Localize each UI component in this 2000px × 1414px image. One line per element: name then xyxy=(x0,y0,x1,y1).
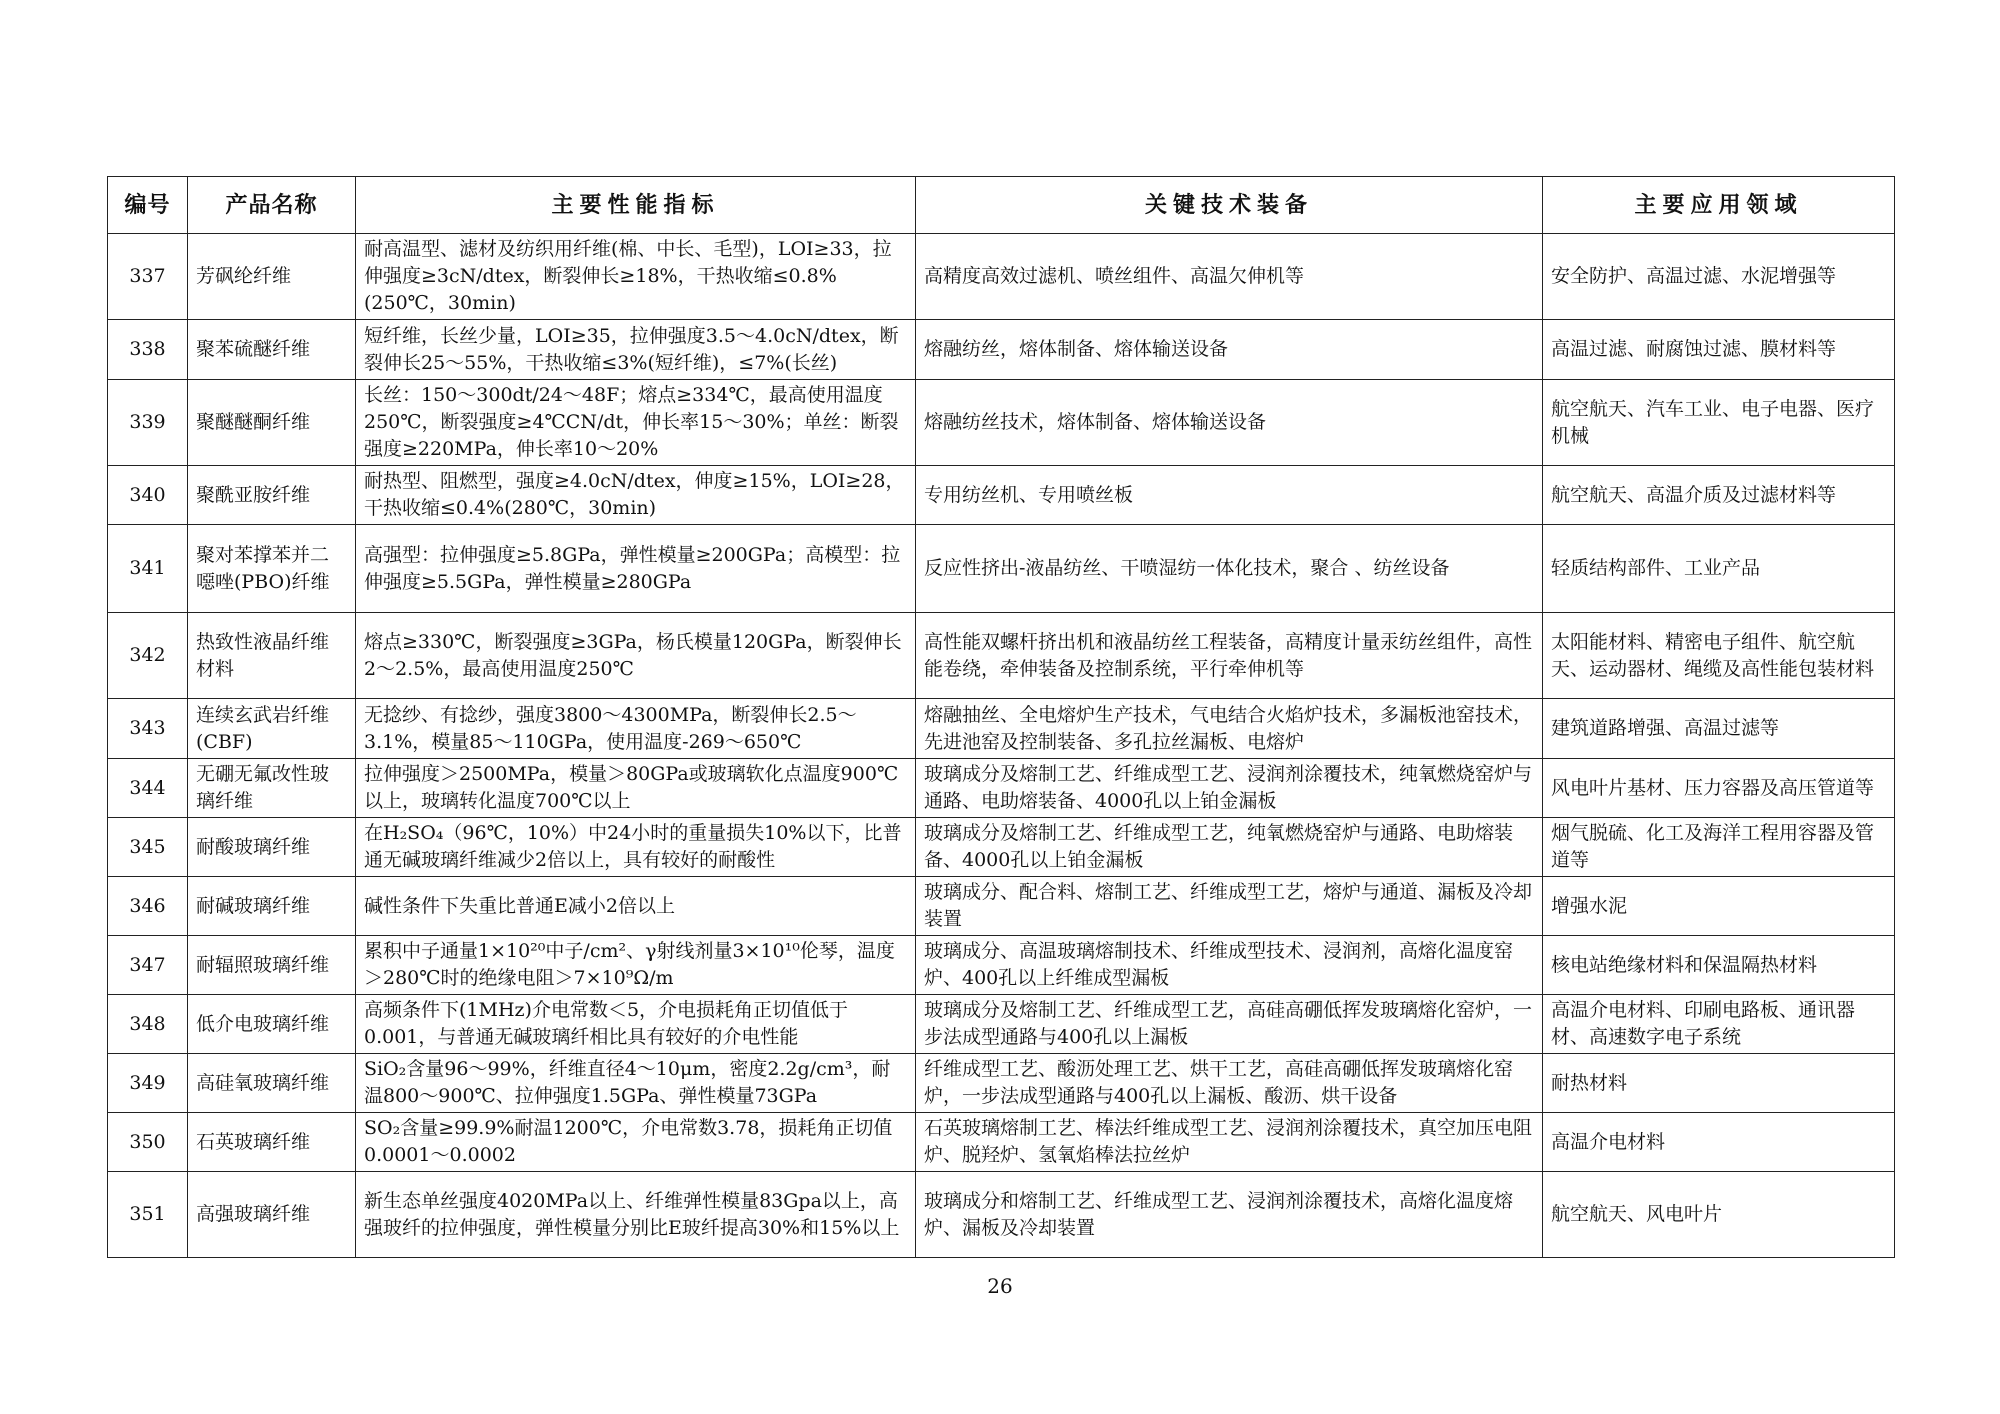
application-field: 高温介电材料 xyxy=(1543,1113,1895,1172)
performance-spec: 高强型：拉伸强度≥5.8GPa，弹性模量≥200GPa；高模型：拉伸强度≥5.5GPa，弹性模量≥280GPa xyxy=(356,525,916,613)
table-row xyxy=(108,936,1895,995)
table-row xyxy=(108,995,1895,1054)
performance-spec: 熔点≥330℃，断裂强度≥3GPa，杨氏模量120GPa，断裂伸长2～2.5%，最高使用温度250℃ xyxy=(356,613,916,699)
performance-spec: SO₂含量≥99.9%耐温1200℃，介电常数3.78，损耗角正切值0.0001～0.0002 xyxy=(356,1113,916,1172)
application-field: 轻质结构部件、工业产品 xyxy=(1543,525,1895,613)
product-name: 聚苯硫醚纤维 xyxy=(188,320,356,380)
page-number: 26 xyxy=(987,1274,1013,1298)
product-name: 无硼无氟改性玻璃纤维 xyxy=(188,759,356,818)
key-equipment: 玻璃成分及熔制工艺、纤维成型工艺，高硅高硼低挥发玻璃熔化窑炉，一步法成型通路与400孔以上漏板 xyxy=(916,995,1543,1054)
table-row xyxy=(108,1172,1895,1258)
performance-spec: SiO₂含量96～99%，纤维直径4～10μm，密度2.2g/cm³，耐温800～900℃、拉伸强度1.5GPa、弹性模量73GPa xyxy=(356,1054,916,1113)
row-number: 337 xyxy=(108,234,188,320)
performance-spec: 碱性条件下失重比普通E减小2倍以上 xyxy=(356,877,916,936)
header-application: 主要应用领域 xyxy=(1543,177,1895,234)
product-name: 连续玄武岩纤维(CBF) xyxy=(188,699,356,759)
product-name: 高硅氧玻璃纤维 xyxy=(188,1054,356,1113)
application-field: 核电站绝缘材料和保温隔热材料 xyxy=(1543,936,1895,995)
application-field: 航空航天、汽车工业、电子电器、医疗机械 xyxy=(1543,380,1895,466)
product-name: 高强玻璃纤维 xyxy=(188,1172,356,1258)
key-equipment: 熔融纺丝，熔体制备、熔体输送设备 xyxy=(916,320,1543,380)
performance-spec: 耐热型、阻燃型，强度≥4.0cN/dtex，伸度≥15%，LOI≥28，干热收缩≤0.4%(280℃，30min) xyxy=(356,466,916,525)
table-row xyxy=(108,320,1895,380)
performance-spec: 在H₂SO₄（96℃，10%）中24小时的重量损失10%以下，比普通无碱玻璃纤维减少2倍以上，具有较好的耐酸性 xyxy=(356,818,916,877)
row-number: 347 xyxy=(108,936,188,995)
table-row xyxy=(108,234,1895,320)
application-field: 安全防护、高温过滤、水泥增强等 xyxy=(1543,234,1895,320)
row-number: 350 xyxy=(108,1113,188,1172)
application-field: 风电叶片基材、压力容器及高压管道等 xyxy=(1543,759,1895,818)
key-equipment: 玻璃成分、高温玻璃熔制技术、纤维成型技术、浸润剂，高熔化温度窑炉、400孔以上纤维成型漏板 xyxy=(916,936,1543,995)
table-row xyxy=(108,466,1895,525)
row-number: 342 xyxy=(108,613,188,699)
application-field: 高温过滤、耐腐蚀过滤、膜材料等 xyxy=(1543,320,1895,380)
application-field: 建筑道路增强、高温过滤等 xyxy=(1543,699,1895,759)
row-number: 345 xyxy=(108,818,188,877)
product-name: 耐碱玻璃纤维 xyxy=(188,877,356,936)
key-equipment: 玻璃成分及熔制工艺、纤维成型工艺、浸润剂涂覆技术，纯氧燃烧窑炉与通路、电助熔装备、4000孔以上铂金漏板 xyxy=(916,759,1543,818)
table-row xyxy=(108,877,1895,936)
performance-spec: 耐高温型、滤材及纺织用纤维(棉、中长、毛型)，LOI≥33，拉伸强度≥3cN/dtex，断裂伸长≥18%，干热收缩≤0.8%(250℃，30min) xyxy=(356,234,916,320)
row-number: 343 xyxy=(108,699,188,759)
table-row xyxy=(108,1113,1895,1172)
row-number: 351 xyxy=(108,1172,188,1258)
table-row xyxy=(108,380,1895,466)
application-field: 烟气脱硫、化工及海洋工程用容器及管道等 xyxy=(1543,818,1895,877)
row-number: 346 xyxy=(108,877,188,936)
key-equipment: 熔融抽丝、全电熔炉生产技术，气电结合火焰炉技术，多漏板池窑技术，先进池窑及控制装备、多孔拉丝漏板、电熔炉 xyxy=(916,699,1543,759)
application-field: 航空航天、风电叶片 xyxy=(1543,1172,1895,1258)
application-field: 增强水泥 xyxy=(1543,877,1895,936)
header-equipment: 关键技术装备 xyxy=(916,177,1543,234)
product-spec-table xyxy=(107,176,1895,1258)
performance-spec: 累积中子通量1×10²⁰中子/cm²、γ射线剂量3×10¹⁰伦琴，温度＞280℃时的绝缘电阻＞7×10⁹Ω/m xyxy=(356,936,916,995)
product-name: 聚醚醚酮纤维 xyxy=(188,380,356,466)
application-field: 太阳能材料、精密电子组件、航空航天、运动器材、绳缆及高性能包装材料 xyxy=(1543,613,1895,699)
row-number: 348 xyxy=(108,995,188,1054)
row-number: 340 xyxy=(108,466,188,525)
table-row xyxy=(108,759,1895,818)
performance-spec: 新生态单丝强度4020MPa以上、纤维弹性模量83Gpa以上，高强玻纤的拉伸强度，弹性模量分别比E玻纤提高30%和15%以上 xyxy=(356,1172,916,1258)
key-equipment: 石英玻璃熔制工艺、棒法纤维成型工艺、浸润剂涂覆技术，真空加压电阻炉、脱羟炉、氢氧焰棒法拉丝炉 xyxy=(916,1113,1543,1172)
application-field: 耐热材料 xyxy=(1543,1054,1895,1113)
key-equipment: 玻璃成分、配合料、熔制工艺、纤维成型工艺，熔炉与通道、漏板及冷却装置 xyxy=(916,877,1543,936)
product-name: 低介电玻璃纤维 xyxy=(188,995,356,1054)
table-row xyxy=(108,818,1895,877)
product-name: 聚对苯撑苯并二噁唑(PBO)纤维 xyxy=(188,525,356,613)
key-equipment: 纤维成型工艺、酸沥处理工艺、烘干工艺，高硅高硼低挥发玻璃熔化窑炉，一步法成型通路与400孔以上漏板、酸沥、烘干设备 xyxy=(916,1054,1543,1113)
row-number: 344 xyxy=(108,759,188,818)
table-row xyxy=(108,1054,1895,1113)
application-field: 航空航天、高温介质及过滤材料等 xyxy=(1543,466,1895,525)
product-name: 聚酰亚胺纤维 xyxy=(188,466,356,525)
row-number: 339 xyxy=(108,380,188,466)
row-number: 338 xyxy=(108,320,188,380)
product-name: 耐酸玻璃纤维 xyxy=(188,818,356,877)
performance-spec: 高频条件下(1MHz)介电常数＜5，介电损耗角正切值低于0.001，与普通无碱玻璃纤相比具有较好的介电性能 xyxy=(356,995,916,1054)
application-field: 高温介电材料、印刷电路板、通讯器材、高速数字电子系统 xyxy=(1543,995,1895,1054)
row-number: 349 xyxy=(108,1054,188,1113)
header-performance: 主要性能指标 xyxy=(356,177,916,234)
product-name: 热致性液晶纤维材料 xyxy=(188,613,356,699)
header-number: 编号 xyxy=(108,177,188,234)
key-equipment: 专用纺丝机、专用喷丝板 xyxy=(916,466,1543,525)
performance-spec: 拉伸强度＞2500MPa，模量＞80GPa或玻璃软化点温度900℃以上，玻璃转化温度700℃以上 xyxy=(356,759,916,818)
key-equipment: 高精度高效过滤机、喷丝组件、高温欠伸机等 xyxy=(916,234,1543,320)
performance-spec: 短纤维，长丝少量，LOI≥35，拉伸强度3.5～4.0cN/dtex，断裂伸长25～55%，干热收缩≤3%(短纤维)，≤7%(长丝) xyxy=(356,320,916,380)
key-equipment: 熔融纺丝技术，熔体制备、熔体输送设备 xyxy=(916,380,1543,466)
key-equipment: 玻璃成分及熔制工艺、纤维成型工艺，纯氧燃烧窑炉与通路、电助熔装备、4000孔以上铂金漏板 xyxy=(916,818,1543,877)
key-equipment: 玻璃成分和熔制工艺、纤维成型工艺、浸润剂涂覆技术，高熔化温度熔炉、漏板及冷却装置 xyxy=(916,1172,1543,1258)
key-equipment: 反应性挤出-液晶纺丝、干喷湿纺一体化技术，聚合 、纺丝设备 xyxy=(916,525,1543,613)
performance-spec: 无捻纱、有捻纱，强度3800～4300MPa，断裂伸长2.5～3.1%，模量85～110GPa，使用温度-269～650℃ xyxy=(356,699,916,759)
row-number: 341 xyxy=(108,525,188,613)
key-equipment: 高性能双螺杆挤出机和液晶纺丝工程装备，高精度计量汞纺丝组件，高性能卷绕，牵伸装备及控制系统，平行牵伸机等 xyxy=(916,613,1543,699)
table-row xyxy=(108,613,1895,699)
table-row xyxy=(108,699,1895,759)
product-name: 石英玻璃纤维 xyxy=(188,1113,356,1172)
table-row xyxy=(108,525,1895,613)
product-name: 芳砜纶纤维 xyxy=(188,234,356,320)
header-product-name: 产品名称 xyxy=(188,177,356,234)
table-header-row xyxy=(108,177,1895,234)
product-name: 耐辐照玻璃纤维 xyxy=(188,936,356,995)
performance-spec: 长丝：150～300dt/24～48F；熔点≥334℃，最高使用温度250℃，断裂强度≥4℃CN/dt，伸长率15～30%；单丝：断裂强度≥220MPa，伸长率10～20% xyxy=(356,380,916,466)
